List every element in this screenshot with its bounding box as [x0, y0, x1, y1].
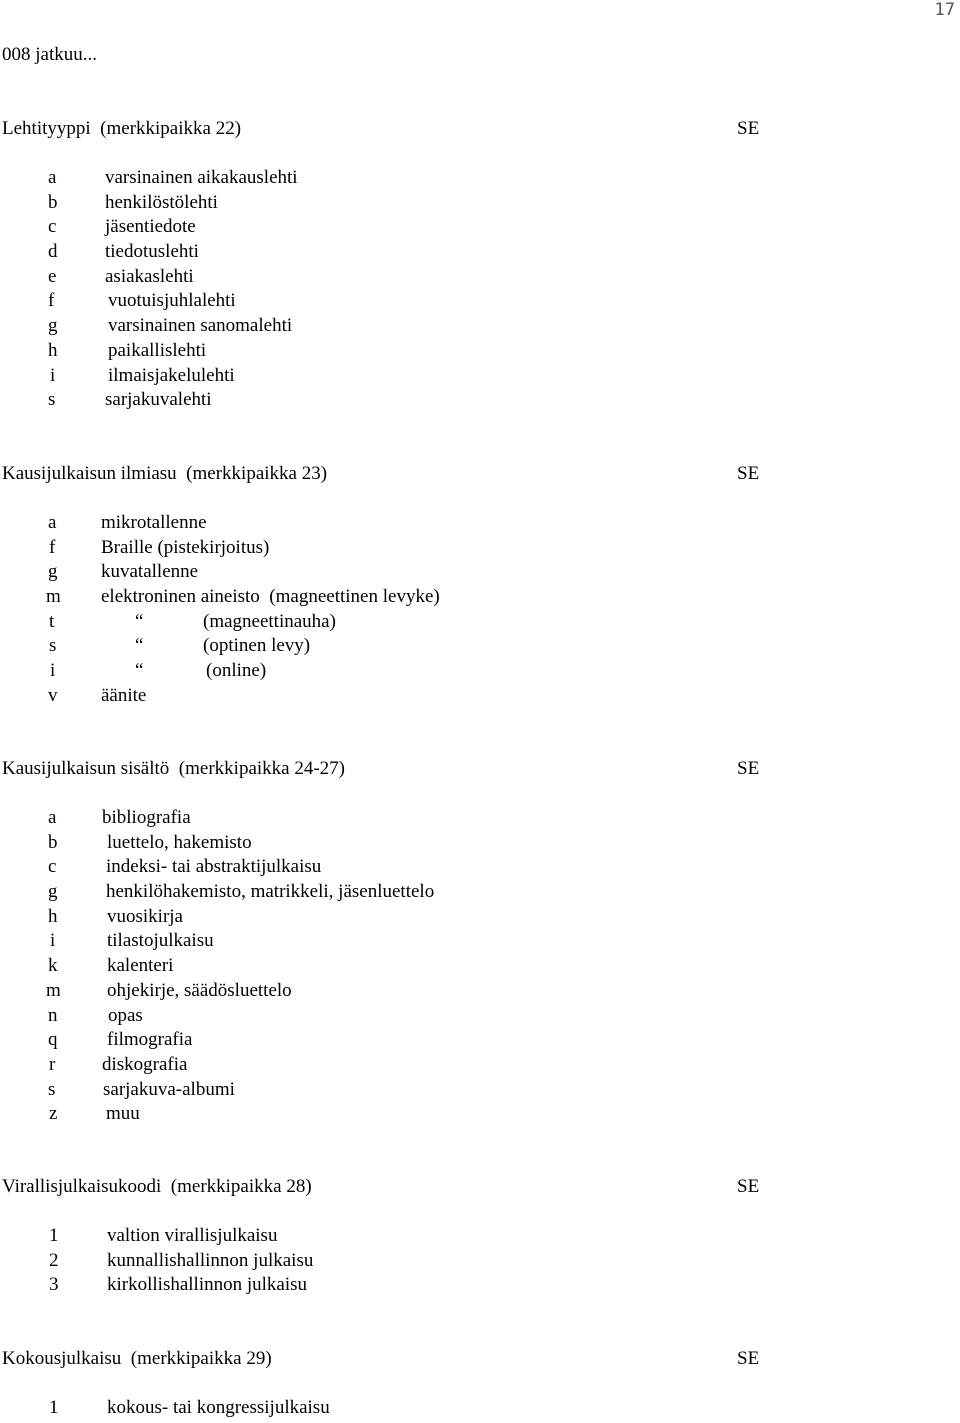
item-code: m: [46, 979, 61, 1001]
item-code: q: [48, 1029, 58, 1051]
section-lang: SE: [737, 1176, 760, 1197]
section-lang: SE: [737, 118, 760, 139]
item-label: filmografia: [107, 1029, 193, 1051]
list-item: [2, 610, 782, 635]
item-label: luettelo, hakemisto: [107, 831, 252, 853]
item-label: varsinainen sanomalehti: [108, 315, 293, 337]
list-item: [2, 215, 782, 240]
item-label: (magneettinauha): [203, 610, 336, 632]
item-label: tiedotuslehti: [105, 241, 199, 263]
item-code: t: [49, 610, 55, 632]
section-lang: SE: [737, 1348, 760, 1369]
item-label: ohjekirje, säädösluettelo: [107, 979, 292, 1001]
item-label: (online): [206, 660, 267, 682]
ditto-mark: “: [135, 660, 144, 682]
item-code: z: [49, 1103, 58, 1125]
code-list: [2, 806, 782, 1127]
ditto-mark: “: [135, 610, 144, 632]
section-heading: [2, 1174, 782, 1200]
item-code: s: [48, 1078, 56, 1100]
item-code: 1: [49, 1225, 59, 1246]
item-code: d: [48, 241, 58, 263]
item-label: kuvatallenne: [101, 561, 199, 583]
item-label: varsinainen aikakauslehti: [105, 167, 298, 188]
section-lehtityyppi: [2, 116, 782, 413]
page-number: 17: [934, 0, 955, 20]
item-label: äänite: [101, 684, 147, 706]
list-item: [2, 511, 782, 536]
item-label: henkilöhakemisto, matrikkeli, jäsenluettelo: [106, 881, 435, 903]
section-lang: SE: [737, 758, 760, 779]
list-item: [2, 1273, 782, 1298]
list-item: [2, 166, 782, 191]
item-code: e: [48, 265, 57, 287]
list-item: [2, 560, 782, 585]
code-list: [2, 1396, 782, 1421]
item-label: kunnallishallinnon julkaisu: [107, 1249, 314, 1271]
item-label: opas: [108, 1004, 143, 1026]
item-code: h: [48, 905, 58, 927]
item-code: a: [48, 512, 57, 533]
item-code: s: [48, 389, 56, 411]
item-code: g: [48, 881, 58, 903]
list-item: [2, 979, 782, 1004]
item-label: bibliografia: [102, 807, 191, 828]
item-code: 2: [49, 1249, 59, 1271]
ditto-mark: “: [135, 635, 144, 657]
list-item: [2, 855, 782, 880]
section-title: Kausijulkaisun sisältö (merkkipaikka 24-27): [2, 758, 345, 779]
item-code: i: [50, 364, 56, 386]
item-code: h: [48, 339, 58, 361]
section-title: Lehtityyppi (merkkipaikka 22): [2, 118, 242, 139]
continuation-note: 008 jatkuu...: [2, 44, 97, 65]
item-code: n: [48, 1004, 58, 1026]
item-code: f: [49, 536, 56, 558]
list-item: [2, 1249, 782, 1274]
section-kokousjulkaisu: [2, 1346, 782, 1421]
list-item: [2, 1053, 782, 1078]
list-item: [2, 265, 782, 290]
list-item: [2, 191, 782, 216]
list-item: [2, 659, 782, 684]
list-item: [2, 314, 782, 339]
list-item: [2, 1396, 782, 1421]
section-title: Kokousjulkaisu (merkkipaikka 29): [2, 1348, 272, 1369]
list-item: [2, 1028, 782, 1053]
item-label: ilmaisjakelulehti: [108, 364, 235, 386]
list-item: [2, 339, 782, 364]
section-virallisjulkaisu: [2, 1174, 782, 1298]
section-heading: [2, 461, 782, 487]
list-item: [2, 1078, 782, 1103]
item-label: tilastojulkaisu: [107, 930, 214, 952]
item-code: v: [48, 684, 58, 706]
item-code: a: [48, 167, 57, 188]
section-sisalto: [2, 756, 782, 1127]
item-label: kirkollishallinnon julkaisu: [107, 1274, 308, 1296]
section-title: Virallisjulkaisukoodi (merkkipaikka 28): [2, 1176, 312, 1197]
item-code: s: [49, 635, 57, 657]
item-code: m: [46, 586, 61, 608]
item-label: henkilöstölehti: [105, 191, 218, 213]
item-code: i: [50, 930, 56, 952]
list-item: [2, 929, 782, 954]
list-item: [2, 954, 782, 979]
item-label: kalenteri: [107, 955, 174, 977]
item-code: i: [50, 660, 56, 682]
item-code: b: [48, 831, 58, 853]
section-lang: SE: [737, 463, 760, 484]
list-item: [2, 585, 782, 610]
section-ilmiasu: [2, 461, 782, 709]
list-item: [2, 684, 782, 709]
list-item: [2, 880, 782, 905]
list-item: [2, 388, 782, 413]
list-item: [2, 634, 782, 659]
code-list: [2, 166, 782, 413]
item-label: vuotuisjuhlalehti: [108, 290, 236, 312]
item-label: mikrotallenne: [101, 512, 207, 533]
item-code: g: [48, 315, 58, 337]
list-item: [2, 1004, 782, 1029]
list-item: [2, 831, 782, 856]
item-code: r: [49, 1053, 56, 1075]
item-code: a: [48, 807, 57, 828]
item-code: b: [48, 191, 58, 213]
section-heading: [2, 116, 782, 142]
list-item: [2, 289, 782, 314]
item-label: elektroninen aineisto (magneettinen levyke): [101, 586, 440, 608]
item-label: kokous- tai kongressijulkaisu: [107, 1397, 330, 1418]
item-label: vuosikirja: [107, 905, 183, 927]
item-code: k: [48, 955, 58, 977]
code-list: [2, 511, 782, 709]
item-label: sarjakuvalehti: [105, 389, 212, 411]
item-label: Braille (pistekirjoitus): [101, 536, 270, 558]
item-label: jäsentiedote: [105, 216, 196, 238]
list-item: [2, 536, 782, 561]
section-heading: [2, 1346, 782, 1372]
list-item: [2, 240, 782, 265]
item-code: f: [48, 290, 55, 312]
section-heading: [2, 756, 782, 782]
item-label: (optinen levy): [203, 635, 311, 657]
item-label: muu: [106, 1103, 140, 1125]
item-label: indeksi- tai abstraktijulkaisu: [106, 856, 322, 878]
item-label: paikallislehti: [108, 339, 207, 361]
list-item: [2, 905, 782, 930]
list-item: [2, 806, 782, 831]
item-code: 3: [49, 1274, 59, 1296]
item-code: c: [48, 856, 57, 878]
code-list: [2, 1224, 782, 1298]
list-item: [2, 364, 782, 389]
list-item: [2, 1224, 782, 1249]
section-title: Kausijulkaisun ilmiasu (merkkipaikka 23): [2, 463, 328, 484]
item-code: 1: [49, 1397, 59, 1418]
item-label: asiakaslehti: [105, 265, 194, 287]
item-label: valtion virallisjulkaisu: [107, 1225, 278, 1246]
item-label: diskografia: [102, 1053, 188, 1075]
item-label: sarjakuva-albumi: [103, 1078, 235, 1100]
item-code: c: [48, 216, 57, 238]
item-code: g: [48, 561, 58, 583]
list-item: [2, 1102, 782, 1127]
